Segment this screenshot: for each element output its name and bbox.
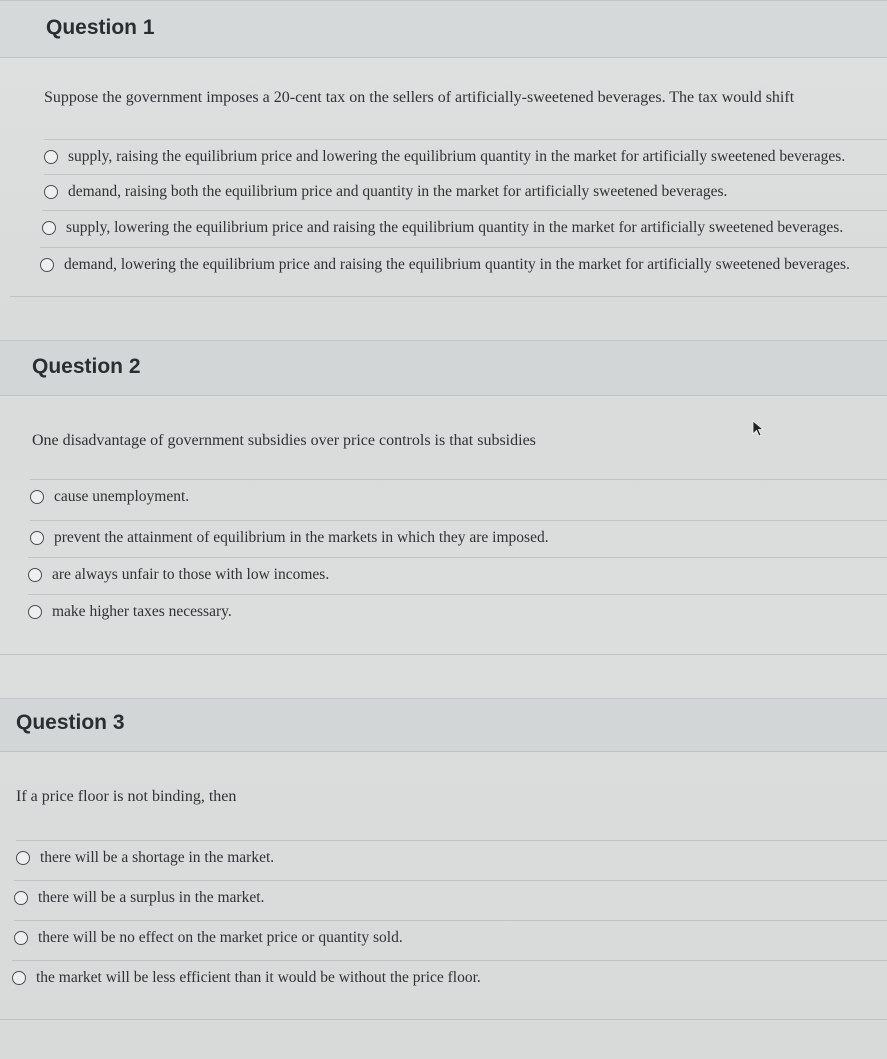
question-1-option-3[interactable] [42,210,887,244]
divider [0,654,887,655]
question-2-option-3[interactable] [28,557,887,591]
radio-unselected-icon[interactable] [44,150,58,164]
question-2-option-1[interactable] [30,479,887,513]
option-label: supply, lowering the equilibrium price and raising the equilibrium quantity in the market for artificially sweetened beverages. [66,218,844,236]
option-label: demand, lowering the equilibrium price and raising the equilibrium quantity in the market for artificially sweetened beverages. [64,255,850,273]
radio-unselected-icon[interactable] [28,568,42,582]
question-3-option-3[interactable] [14,920,887,954]
question-3-header [0,698,887,752]
question-1-prompt: Suppose the government imposes a 20-cent tax on the sellers of artificially-sweetened beverages. The tax would shift [44,89,795,106]
question-3-option-1[interactable] [16,840,887,874]
question-2-option-2[interactable] [30,520,887,554]
option-label: demand, raising both the equilibrium price and quantity in the market for artificially sweetened beverages. [68,182,728,200]
question-1-title: Question 1 [46,16,155,39]
option-label: make higher taxes necessary. [52,602,232,620]
radio-unselected-icon[interactable] [44,185,58,199]
question-1-option-1[interactable] [44,139,887,173]
option-label: the market will be less efficient than it would be without the price floor. [36,968,481,986]
question-3-option-4[interactable] [12,960,887,994]
question-3-prompt: If a price floor is not binding, then [16,788,237,805]
divider [0,1019,887,1020]
divider [10,296,887,297]
question-2-option-4[interactable] [28,594,887,628]
option-label: are always unfair to those with low incomes. [52,565,330,583]
question-2-prompt: One disadvantage of government subsidies over price controls is that subsidies [32,432,536,449]
radio-unselected-icon[interactable] [12,971,26,985]
option-label: supply, raising the equilibrium price and lowering the equilibrium quantity in the market for artificially sweetened beverages. [68,147,846,165]
question-1-option-4[interactable] [40,247,887,281]
option-label: there will be a surplus in the market. [38,888,265,906]
option-label: prevent the attainment of equilibrium in the markets in which they are imposed. [54,528,549,546]
radio-unselected-icon[interactable] [16,851,30,865]
option-label: cause unemployment. [54,487,190,505]
radio-unselected-icon[interactable] [30,490,44,504]
mouse-cursor-icon [752,420,766,438]
question-3-option-2[interactable] [14,880,887,914]
radio-unselected-icon[interactable] [40,258,54,272]
radio-unselected-icon[interactable] [14,891,28,905]
radio-unselected-icon[interactable] [42,221,56,235]
question-1-option-2[interactable] [44,174,887,208]
option-label: there will be no effect on the market price or quantity sold. [38,928,403,946]
radio-unselected-icon[interactable] [14,931,28,945]
radio-unselected-icon[interactable] [28,605,42,619]
option-label: there will be a shortage in the market. [40,848,275,866]
question-2-title: Question 2 [32,355,141,378]
question-3-title: Question 3 [16,711,125,734]
radio-unselected-icon[interactable] [30,531,44,545]
